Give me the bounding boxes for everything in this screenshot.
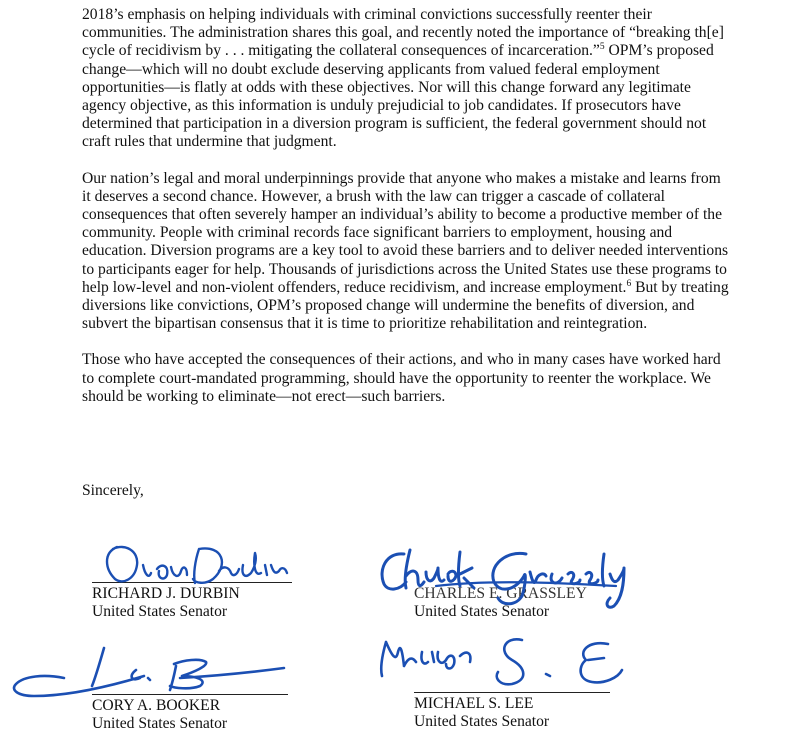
paragraph-2: Our nation’s legal and moral underpinnings provide that anyone who makes a mistake and learns from it deserves a second chance. However, a brush with the law can trigger a cascade of collateral consequences that often severely hamper an individual’s ability to become a productive member of the community. People with criminal records face significant barriers to employment, housing and education. Diversion programs are a key tool to avoid these barriers and to deliver needed interventions to participants eager for help. Thousands of jurisdictions across the United States use these programs to help low-level and non-violent offenders, reduce recidivism, and increase employment.$^6$ But by treating diversions like convictions, OPM’s proposed change will undermine the benefits of diversion, and subvert the bipartisan consensus that it is time to prioritize rehabilitation and reintegration.: [82, 169, 729, 333]
lee-signature: [372, 622, 652, 692]
durbin-signature: [95, 535, 295, 590]
signatory-title: United States Senator: [414, 713, 550, 731]
closing: Sincerely,: [82, 482, 144, 499]
paragraph-1: 2018’s emphasis on helping individuals with criminal convictions successfully reenter their communities. The administration shares this goal, and recently noted the importance of “breaking th[e] cycle of recidivism by . . . mitigating the collateral consequences of incarceration.”$^5$ OPM’s proposed change—which will no doubt exclude deserving applicants from valued federal employment opportunities—is flatly at odds with these objectives. Nor will this change forward any legitimate agency objective, as this information is unduly prejudicial to job candidates. If prosecutors have determined that participation in a diversion program is sufficient, the federal government should not craft rules that undermine that judgment.: [82, 6, 724, 151]
signatory-name: CORY A. BOOKER: [92, 697, 221, 714]
booker-signature: [4, 642, 304, 702]
signature-block-lee: [414, 692, 610, 731]
paragraph-3: Those who have accepted the consequences of their actions, and who in many cases have worked hard to complete court-mandated programming, should have the opportunity to reenter the workplace. We should be working to eliminate—not erect—such barriers.: [82, 351, 721, 405]
footnote-6[interactable]: 6: [626, 278, 632, 289]
signatory-name: RICHARD J. DURBIN: [92, 585, 240, 602]
signatory-title: United States Senator: [92, 715, 228, 733]
letter-body: [82, 6, 732, 424]
signatory-name: CHARLES E. GRASSLEY: [414, 585, 587, 602]
grassley-signature: [376, 540, 646, 610]
signatory-title: United States Senator: [414, 603, 550, 621]
signature-line: [414, 692, 610, 693]
signatory-title: United States Senator: [92, 603, 228, 621]
signatory-name: MICHAEL S. LEE: [414, 695, 534, 712]
footnote-5[interactable]: 5: [599, 42, 605, 53]
